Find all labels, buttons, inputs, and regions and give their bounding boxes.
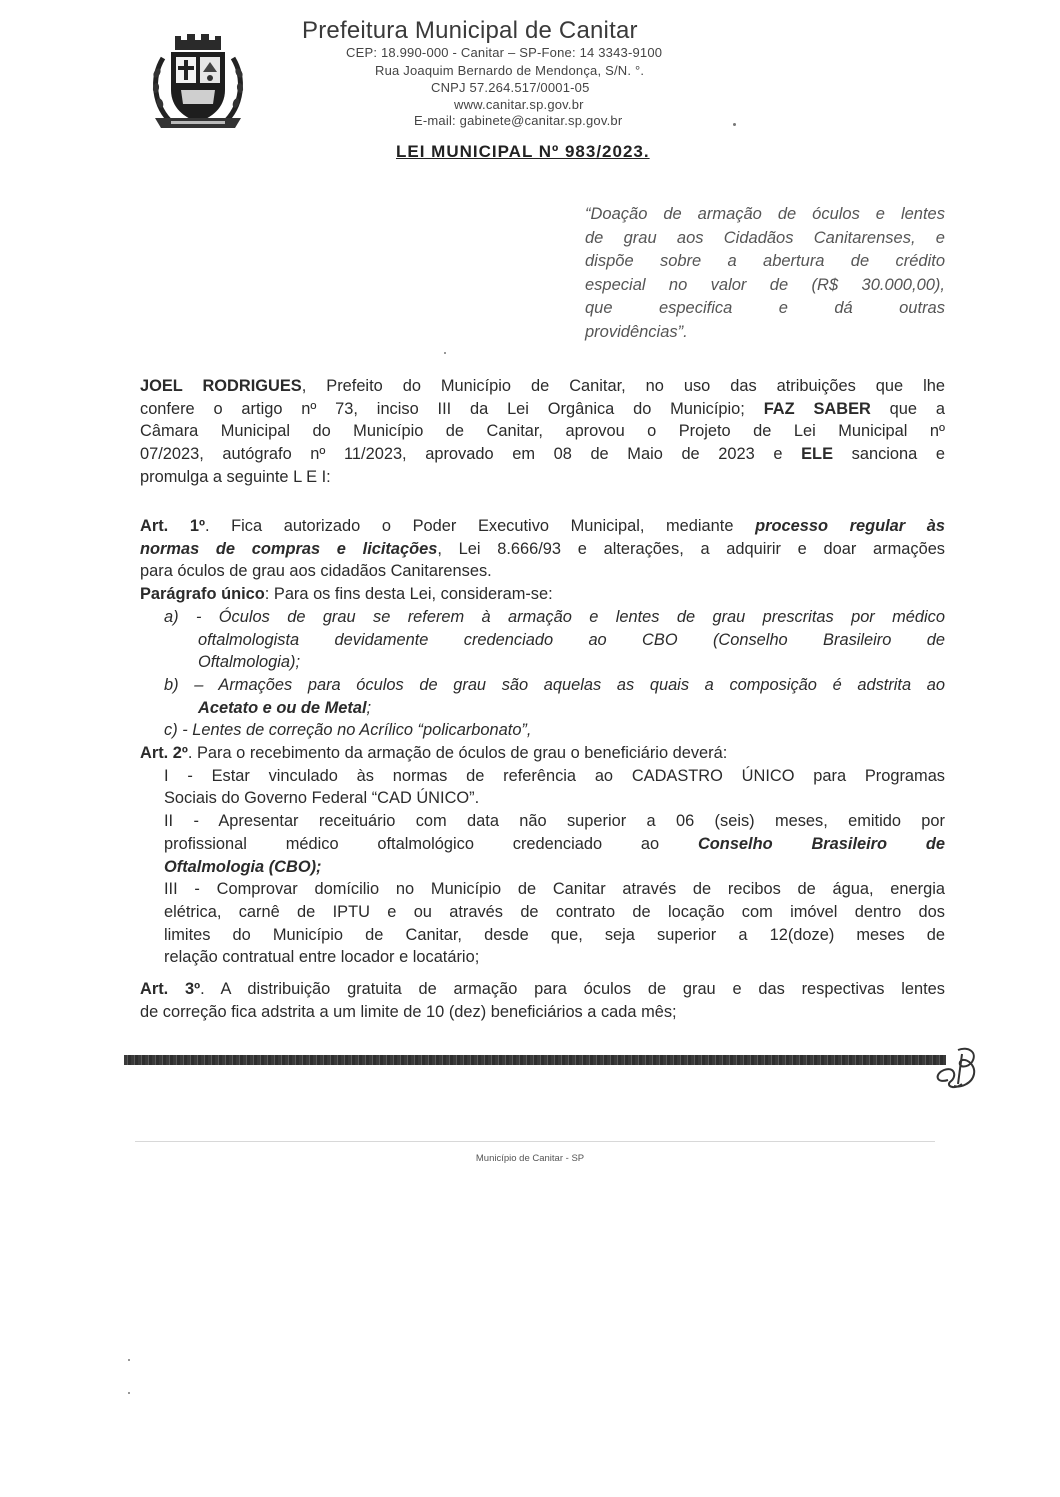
- article-text: . A distribuição gratuita de armação para óculos de grau e das respectivas lentes: [200, 980, 945, 998]
- preamble-text: Câmara Municipal do Município de Canitar, aprovou o Projeto de Lei Municipal nº: [140, 422, 945, 441]
- item-b: ;: [366, 698, 372, 717]
- preamble-text: promulga a seguinte L E I:: [140, 467, 331, 486]
- scan-speck: [444, 352, 446, 354]
- website-link[interactable]: www.canitar.sp.gov.br: [454, 97, 584, 112]
- org-name: Prefeitura Municipal de Canitar: [302, 17, 638, 44]
- item-b-emphasis: Acetato e ou de Metal: [198, 698, 367, 717]
- inciso-iii: elétrica, carnê de IPTU e ou através de contrato de locação com imóvel dentro dos: [164, 902, 945, 921]
- article-2: [140, 742, 945, 969]
- ementa-block: [585, 203, 945, 344]
- inciso-i: I - Estar vinculado às normas de referência ao CADASTRO ÚNICO para Programas: [164, 766, 945, 785]
- article-text: . Para o recebimento da armação de óculos de grau o beneficiário deverá:: [187, 744, 728, 762]
- footer-rule: [124, 1055, 946, 1065]
- inciso-ii-emphasis: Oftalmologia (CBO);: [164, 857, 322, 876]
- preamble-text: confere o artigo nº 73, inciso III da Lei Orgânica do Município;: [140, 399, 745, 418]
- article-1: [140, 515, 945, 742]
- ementa-line: “Doação de armação de óculos e lentes: [585, 205, 945, 223]
- inciso-iii: III - Comprovar domícilio no Município de Canitar através de recibos de água, energia: [164, 880, 945, 899]
- coat-of-arms-icon: [145, 28, 251, 134]
- inciso-ii: II - Apresentar receituário com data não superior a 06 (seis) meses, emitido por: [164, 812, 945, 831]
- cnpj-line: CNPJ 57.264.517/0001-05: [431, 80, 590, 95]
- article-text: . Fica autorizado o Poder Executivo Municipal, mediante: [204, 517, 734, 535]
- signature-initials-icon: [928, 1040, 986, 1098]
- ementa-line: de grau aos Cidadãos Canitarenses, e: [585, 228, 945, 247]
- preamble-text: , Prefeito do Município de Canitar, no uso das atribuições que lhe: [301, 377, 945, 395]
- preamble-text: sanciona e: [851, 445, 945, 464]
- scan-speck: [128, 1359, 130, 1361]
- inciso-iii: limites do Município de Canitar, desde que, seja superior a 12(doze) meses de: [164, 925, 945, 944]
- article-label: Art. 3º: [140, 980, 201, 998]
- article-label: Art. 2º: [140, 744, 188, 762]
- footer-divider: [135, 1141, 935, 1142]
- item-a: oftalmologista devidamente credenciado ao CBO (Conselho Brasileiro de: [198, 630, 945, 649]
- scan-speck: [128, 1392, 130, 1394]
- article-3: [140, 978, 945, 1023]
- ementa-line: que especifica e dá outras: [585, 299, 945, 317]
- paragraph-label: Parágrafo único: [140, 585, 265, 604]
- cep-phone-line: CEP: 18.990-000 - Canitar – SP-Fone: 14 3343-9100: [346, 45, 663, 60]
- footer-text: Município de Canitar - SP: [475, 1153, 585, 1164]
- inciso-iii: relação contratual entre locador e locatário;: [164, 948, 480, 967]
- article-text: , Lei 8.666/93 e alterações, a adquirir e doar armações: [437, 539, 945, 558]
- item-a: a) - Óculos de grau se referem à armação e lentes de grau prescritas por médico: [164, 607, 945, 626]
- item-c: c) - Lentes de correção no Acrílico “policarbonato”,: [164, 721, 532, 740]
- ementa-line: providências”.: [585, 322, 688, 341]
- inciso-ii-emphasis: Conselho Brasileiro de: [697, 834, 945, 853]
- mayor-name: JOEL RODRIGUES: [140, 377, 302, 395]
- article-label: Art. 1º: [140, 517, 205, 535]
- address-line: Rua Joaquim Bernardo de Mendonça, S/N. °.: [375, 63, 645, 78]
- ele: ELE: [801, 445, 834, 464]
- inciso-i: Sociais do Governo Federal “CAD ÚNICO”.: [164, 789, 480, 808]
- item-a: Oftalmologia);: [198, 653, 301, 672]
- article-text: para óculos de grau aos cidadãos Canitarenses.: [140, 562, 492, 581]
- preamble-text: 07/2023, autógrafo nº 11/2023, aprovado em 08 de Maio de 2023 e: [140, 445, 783, 464]
- preamble-text: que a: [889, 399, 945, 418]
- ementa-line: especial no valor de (R$ 30.000,00),: [585, 275, 945, 294]
- scan-speck: [733, 123, 736, 126]
- article-emphasis: normas de compras e licitações: [140, 539, 438, 558]
- preamble: [140, 375, 945, 489]
- email-link[interactable]: E-mail: gabinete@canitar.sp.gov.br: [414, 113, 623, 128]
- article-text: de correção fica adstrita a um limite de 10 (dez) beneficiários a cada mês;: [140, 1002, 677, 1021]
- item-b: b) – Armações para óculos de grau são aquelas as quais a composição é adstrita ao: [164, 675, 945, 694]
- article-emphasis: processo regular às: [755, 517, 945, 535]
- inciso-ii: profissional médico oftalmológico credenciado ao: [164, 834, 660, 853]
- paragraph-text: : Para os fins desta Lei, consideram-se:: [264, 585, 553, 604]
- ementa-line: dispõe sobre a abertura de crédito: [585, 252, 945, 270]
- faz-saber: FAZ SABER: [763, 399, 871, 418]
- law-title: LEI MUNICIPAL Nº 983/2023.: [396, 142, 650, 161]
